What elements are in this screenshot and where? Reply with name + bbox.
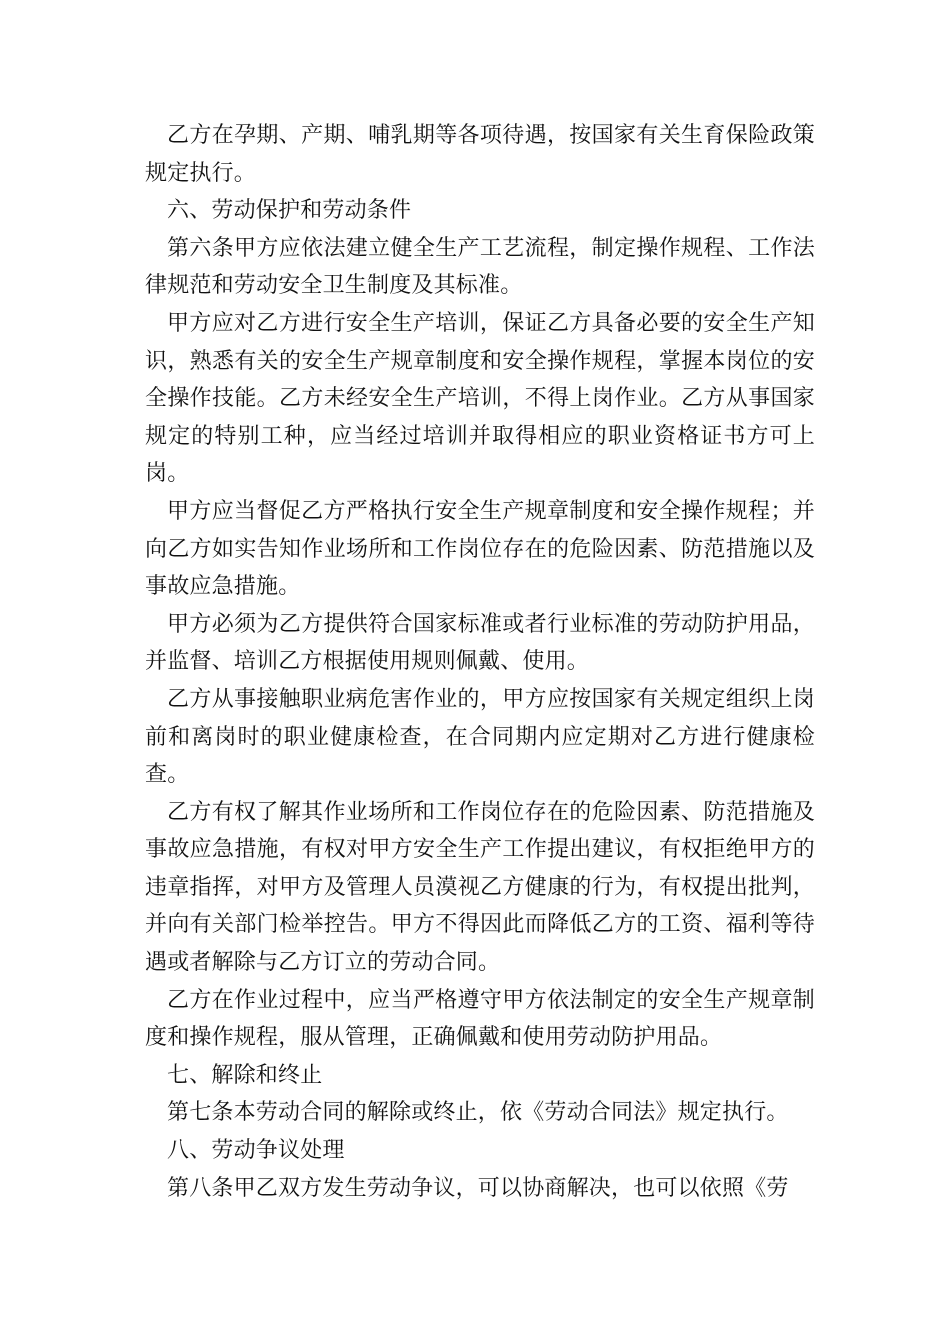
paragraph-protective-equipment: 甲方必须为乙方提供符合国家标准或者行业标准的劳动防护用品，并监督、培训乙方根据使用规则佩戴、使用。 xyxy=(145,611,815,675)
paragraph-health-checks: 乙方从事接触职业病危害作业的，甲方应按国家有关规定组织上岗前和离岗时的职业健康检查，在合同期内应定期对乙方进行健康检查。 xyxy=(145,686,815,788)
paragraph-employee-obligations: 乙方在作业过程中，应当严格遵守甲方依法制定的安全生产规章制度和操作规程，服从管理，正确佩戴和使用劳动防护用品。 xyxy=(145,987,815,1051)
paragraph-article-7: 第七条本劳动合同的解除或终止，依《劳动合同法》规定执行。 xyxy=(167,1100,789,1126)
document-page xyxy=(145,117,815,1207)
section-heading-labor-protection: 六、劳动保护和劳动条件 xyxy=(167,198,412,224)
section-heading-termination: 七、解除和终止 xyxy=(167,1062,323,1088)
paragraph-employee-rights: 乙方有权了解其作业场所和工作岗位存在的危险因素、防范措施及事故应急措施，有权对甲方安全生产工作提出建议，有权拒绝甲方的违章指挥，对甲方及管理人员漠视乙方健康的行为，有权提出批判，并向有关部门检举控告。甲方不得因此而降低乙方的工资、福利等待遇或者解除与乙方订立的劳动合同。 xyxy=(145,799,815,976)
paragraph-maternity-benefits: 乙方在孕期、产期、哺乳期等各项待遇，按国家有关生育保险政策规定执行。 xyxy=(145,123,815,186)
paragraph-article-6: 第六条甲方应依法建立健全生产工艺流程，制定操作规程、工作法律规范和劳动安全卫生制度及其标准。 xyxy=(145,235,815,299)
section-heading-dispute-resolution: 八、劳动争议处理 xyxy=(167,1138,345,1164)
paragraph-safety-supervision: 甲方应当督促乙方严格执行安全生产规章制度和安全操作规程；并向乙方如实告知作业场所和工作岗位存在的危险因素、防范措施以及事故应急措施。 xyxy=(145,498,815,600)
paragraph-article-8: 第八条甲乙双方发生劳动争议，可以协商解决，也可以依照《劳 xyxy=(167,1175,789,1201)
paragraph-safety-training: 甲方应对乙方进行安全生产培训，保证乙方具备必要的安全生产知识，熟悉有关的安全生产规章制度和安全操作规程，掌握本岗位的安全操作技能。乙方未经安全生产培训，不得上岗作业。乙方从事国家规定的特别工种，应当经过培训并取得相应的职业资格证书方可上岗。 xyxy=(145,310,815,487)
